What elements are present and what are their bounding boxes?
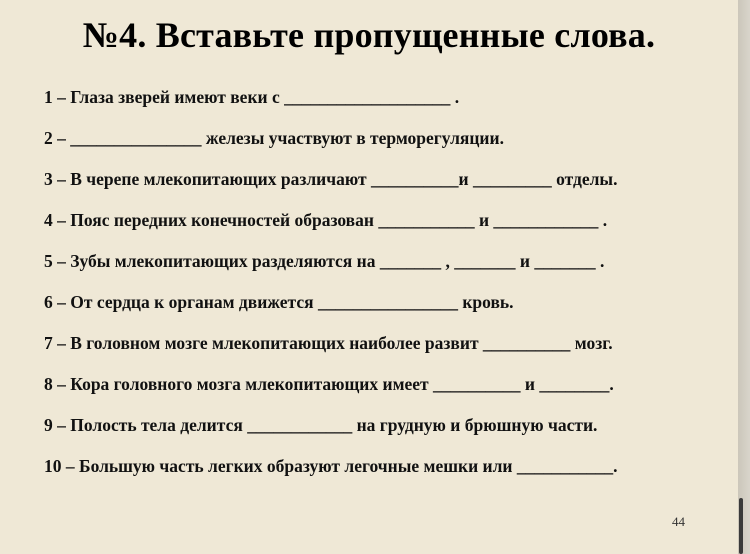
- page-number: 44: [672, 514, 685, 529]
- question-item-7: 7 – В головном мозге млекопитающих наиболее развит __________ мозг.: [44, 333, 613, 353]
- scrollbar-thumb[interactable]: [739, 498, 743, 554]
- question-item-1: 1 – Глаза зверей имеют веки с ___________________ .: [44, 87, 460, 107]
- question-list: [44, 86, 734, 496]
- window-edge: [738, 0, 750, 554]
- question-item-10: 10 – Большую часть легких образуют легочные мешки или ___________.: [44, 456, 618, 476]
- question-item-3: 3 – В черепе млекопитающих различают __________и _________ отделы.: [44, 169, 618, 189]
- question-item-9: 9 – Полость тела делится ____________ на грудную и брюшную части.: [44, 415, 598, 435]
- slide-title: №4. Вставьте пропущенные слова.: [82, 15, 656, 55]
- question-item-6: 6 – От сердца к органам движется ________________ кровь.: [44, 292, 514, 312]
- question-item-8: 8 – Кора головного мозга млекопитающих имеет __________ и ________.: [44, 374, 614, 394]
- question-item-5: 5 – Зубы млекопитающих разделяются на _______ , _______ и _______ .: [44, 251, 605, 271]
- question-item-4: 4 – Пояс передних конечностей образован ___________ и ____________ .: [44, 210, 608, 230]
- question-item-2: 2 – _______________ железы участвуют в терморегуляции.: [44, 128, 504, 148]
